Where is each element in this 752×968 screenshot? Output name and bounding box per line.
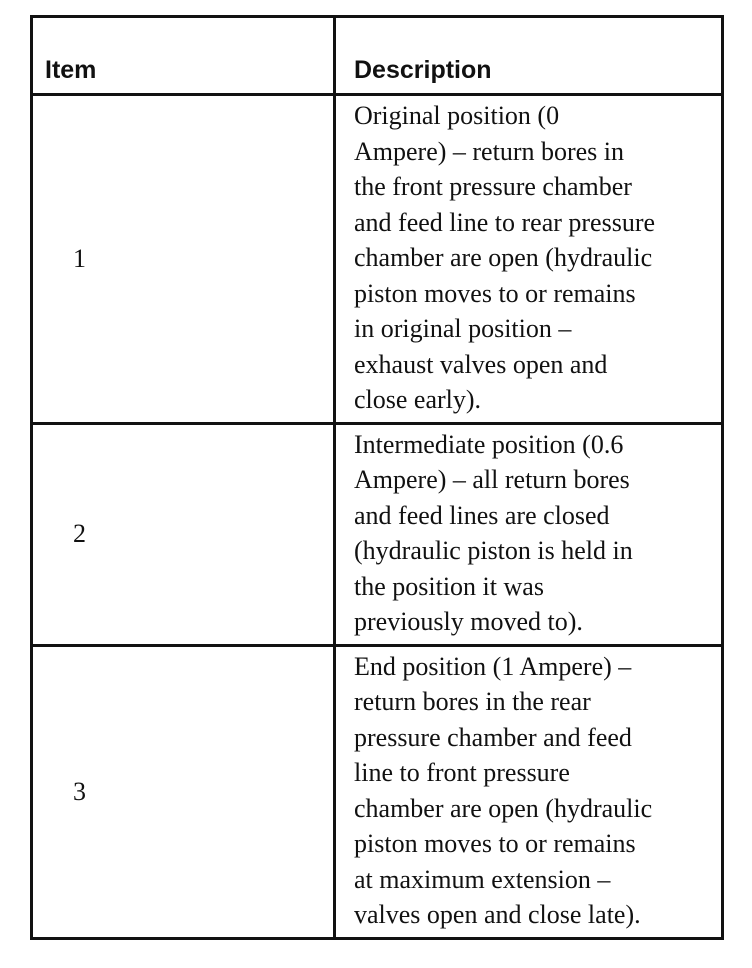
description-line: exhaust valves open and	[354, 349, 608, 379]
description-line: piston moves to or remains	[354, 278, 636, 308]
description-line: the front pressure chamber	[354, 172, 632, 201]
description-line: in original position –	[354, 314, 572, 343]
description-line: close early).	[354, 385, 482, 414]
item-number: 1	[32, 95, 335, 424]
description-line: Ampere) – return bores in	[354, 136, 625, 166]
description-line: valves open and close late).	[354, 900, 641, 929]
description-line: pressure chamber and feed	[354, 722, 632, 752]
description-line: End position (1 Ampere) –	[354, 651, 632, 681]
item-description	[335, 423, 723, 645]
item-description	[335, 95, 723, 424]
item-number: 2	[32, 423, 335, 645]
description-line: return bores in the rear	[354, 687, 591, 716]
table-row	[32, 645, 723, 938]
description-line: Ampere) – all return bores	[354, 465, 630, 494]
item-number: 3	[32, 645, 335, 938]
table-row	[32, 423, 723, 645]
description-line: the position it was	[354, 571, 544, 601]
description-line: chamber are open (hydraulic	[354, 243, 653, 272]
description-line: at maximum extension –	[354, 864, 611, 894]
description-line: line to front pressure	[354, 758, 570, 787]
header-description: Description	[335, 17, 723, 95]
table-header-row	[32, 17, 723, 95]
header-item: Item	[32, 17, 335, 95]
description-line: Original position (0	[354, 101, 560, 130]
description-line: Intermediate position (0.6	[354, 429, 624, 459]
description-line: and feed lines are closed	[354, 500, 610, 530]
description-line: (hydraulic piston is held in	[354, 536, 633, 565]
description-line: and feed line to rear pressure	[354, 207, 656, 237]
table-row	[32, 95, 723, 424]
description-table	[30, 15, 724, 940]
description-line: chamber are open (hydraulic	[354, 793, 653, 823]
description-line: previously moved to).	[354, 607, 583, 636]
item-description	[335, 645, 723, 938]
description-line: piston moves to or remains	[354, 829, 636, 858]
